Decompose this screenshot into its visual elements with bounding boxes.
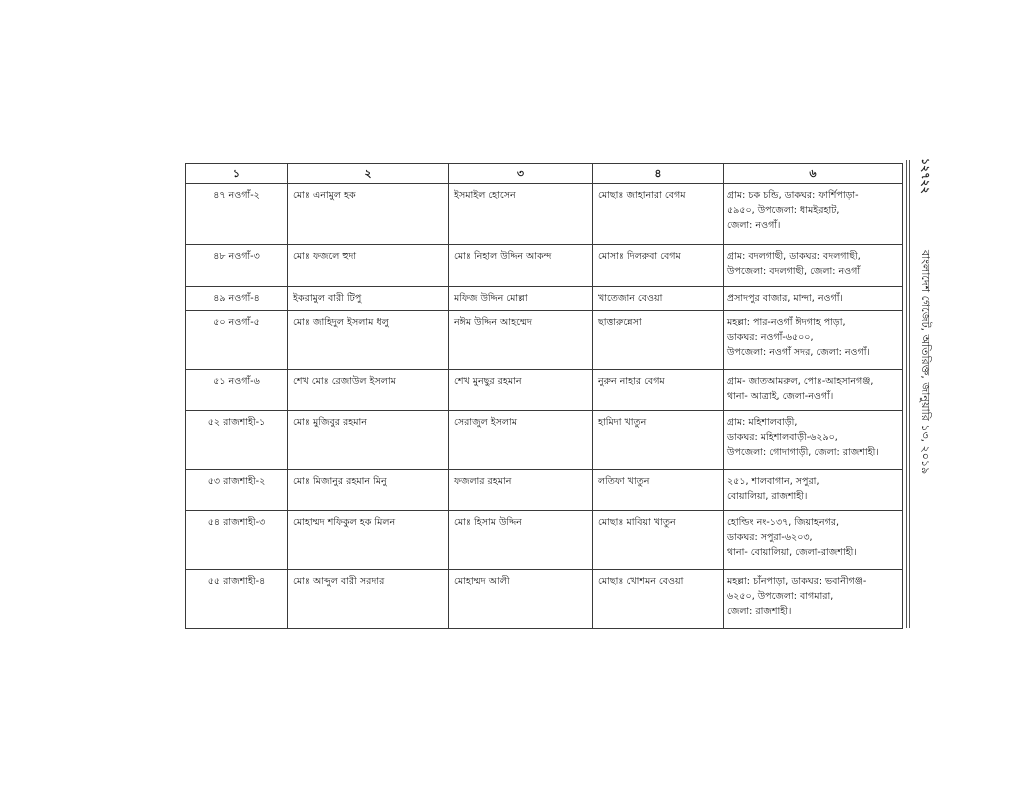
gazette-header: বাংলাদেশ গেজেট, অতিরিক্ত, জানুয়ারি ১৩, ২০১৯ (919, 250, 932, 475)
address-cell (724, 470, 903, 511)
address-line: উপজেলা: নওগাঁ সদর, জেলা: নওগাঁ। (727, 347, 870, 358)
mother-name-cell: মোসাঃ দিলরুবা বেগম (593, 245, 724, 287)
address-line: গ্রাম: চক চন্ডি, ডাকঘর: ফার্শিপাড়া- (727, 190, 859, 201)
father-name-cell: ফজলার রহমান (449, 470, 593, 511)
address-line: প্রসাদপুর বাজার, মান্দা, নওগাঁ। (727, 293, 843, 304)
father-name-cell: মোঃ হিসাম উদ্দিন (449, 511, 593, 570)
address-line: ৫৯৫০, উপজেলা: ধামইরহাট, (727, 205, 840, 216)
header-row (186, 164, 903, 184)
candidate-table (185, 163, 903, 629)
address-cell (724, 370, 903, 411)
table-row (186, 287, 903, 311)
address-line: ডাকঘর: সপুরা-৬২০৩, (727, 532, 813, 543)
mother-name-cell: ছাত্তারুন্নেসা (593, 311, 724, 370)
address-cell (724, 311, 903, 370)
father-name-cell: সেরাজুল ইসলাম (449, 411, 593, 470)
seat-cell: ৪৮ নওগাঁ-৩ (186, 245, 288, 287)
table-row (186, 184, 903, 245)
mother-name-cell: লতিফা খাতুন (593, 470, 724, 511)
candidate-name-cell: মোহাম্মদ শফিকুল হক মিলন (288, 511, 449, 570)
candidate-name-cell: মোঃ জাহিদুল ইসলাম ধলু (288, 311, 449, 370)
seat-cell: ৪৭ নওগাঁ-২ (186, 184, 288, 245)
table-row (186, 411, 903, 470)
candidate-name-cell: ইকরামুল বারী টিপু (288, 287, 449, 311)
mother-name-cell: হামিদা খাতুন (593, 411, 724, 470)
table-row (186, 311, 903, 370)
address-line: উপজেলা: বদলগাছী, জেলা: নওগাঁ (727, 266, 861, 277)
margin-rule (906, 160, 907, 628)
address-line: হোল্ডিং নং-১৩৭, জিয়াহনগর, (727, 517, 840, 528)
address-line: মহল্লা: পার-নওগাঁ ঈদগাহ পাড়া, (727, 317, 846, 328)
father-name-cell: মোহাম্মদ আলী (449, 570, 593, 629)
seat-cell: ৪৯ নওগাঁ-৪ (186, 287, 288, 311)
header-col-4: ৪ (593, 164, 724, 184)
header-col-1: ১ (186, 164, 288, 184)
seat-cell: ৫৫ রাজশাহী-৪ (186, 570, 288, 629)
header-col-3: ৩ (449, 164, 593, 184)
address-line: ২৫১, শালবাগান, সপুরা, (727, 476, 820, 487)
mother-name-cell: নুরুন নাহার বেগম (593, 370, 724, 411)
seat-cell: ৫১ নওগাঁ-৬ (186, 370, 288, 411)
address-line: ডাকঘর: নওগাঁ-৬৫০০, (727, 332, 814, 343)
mother-name-cell: খাতেজান বেওয়া (593, 287, 724, 311)
address-cell (724, 184, 903, 245)
address-line: বোয়ালিয়া, রাজশাহী। (727, 491, 808, 502)
page-number: ১২৭২২ (919, 158, 932, 194)
address-line: উপজেলা: গোদাগাড়ী, জেলা: রাজশাহী। (727, 447, 879, 458)
table-row (186, 245, 903, 287)
address-line: গ্রাম: মহিশালবাড়ী, (727, 417, 798, 428)
candidate-name-cell: মোঃ ফজলে হুদা (288, 245, 449, 287)
father-name-cell: শেখ মুনছুর রহমান (449, 370, 593, 411)
address-line: গ্রাম- জাতআমরুল, পোঃ-আহসানগঞ্জ, (727, 376, 874, 387)
candidate-name-cell: মোঃ মুজিবুর রহমান (288, 411, 449, 470)
seat-cell: ৫৩ রাজশাহী-২ (186, 470, 288, 511)
address-line: জেলা: নওগাঁ। (727, 220, 781, 231)
seat-cell: ৫২ রাজশাহী-১ (186, 411, 288, 470)
table-row (186, 570, 903, 629)
candidate-name-cell: মোঃ আব্দুল বারী সরদার (288, 570, 449, 629)
margin-rule (909, 160, 910, 628)
address-line: ডাকঘর: মহিশালবাড়ী-৬২৯০, (727, 432, 838, 443)
address-cell (724, 570, 903, 629)
header-col-2: ২ (288, 164, 449, 184)
address-line: থানা- বোয়ালিয়া, জেলা-রাজশাহী। (727, 547, 857, 558)
address-cell (724, 511, 903, 570)
address-line: ৬২৫০, উপজেলা: বাগমারা, (727, 591, 834, 602)
seat-cell: ৫০ নওগাঁ-৫ (186, 311, 288, 370)
father-name-cell: ইসমাইল হোসেন (449, 184, 593, 245)
table-row (186, 370, 903, 411)
father-name-cell: মোঃ নিহাল উদ্দিন আকন্দ (449, 245, 593, 287)
father-name-cell: নঈম উদ্দিন আহম্মেদ (449, 311, 593, 370)
candidate-name-cell: শেখ মোঃ রেজাউল ইসলাম (288, 370, 449, 411)
candidate-name-cell: মোঃ মিজানুর রহমান মিনু (288, 470, 449, 511)
address-line: মহল্লা: চাঁনপাড়া, ডাকঘর: ভবানীগঞ্জ- (727, 576, 867, 587)
mother-name-cell: মোছাঃ মাবিয়া খাতুন (593, 511, 724, 570)
seat-cell: ৫৪ রাজশাহী-৩ (186, 511, 288, 570)
address-line: গ্রাম: বদলগাছী, ডাকঘর: বদলগাছী, (727, 251, 861, 262)
address-cell (724, 411, 903, 470)
table-row (186, 511, 903, 570)
mother-name-cell: মোছাঃ জাহানারা বেগম (593, 184, 724, 245)
header-col-6: ৬ (724, 164, 903, 184)
table-row (186, 470, 903, 511)
address-cell (724, 287, 903, 311)
mother-name-cell: মোছাঃ খোশমন বেওয়া (593, 570, 724, 629)
address-cell (724, 245, 903, 287)
address-line: থানা- আত্রাই, জেলা-নওগাঁ। (727, 391, 834, 402)
father-name-cell: মফিজ উদ্দিন মোল্লা (449, 287, 593, 311)
address-line: জেলা: রাজশাহী। (727, 606, 792, 617)
candidate-name-cell: মোঃ এনামুল হক (288, 184, 449, 245)
